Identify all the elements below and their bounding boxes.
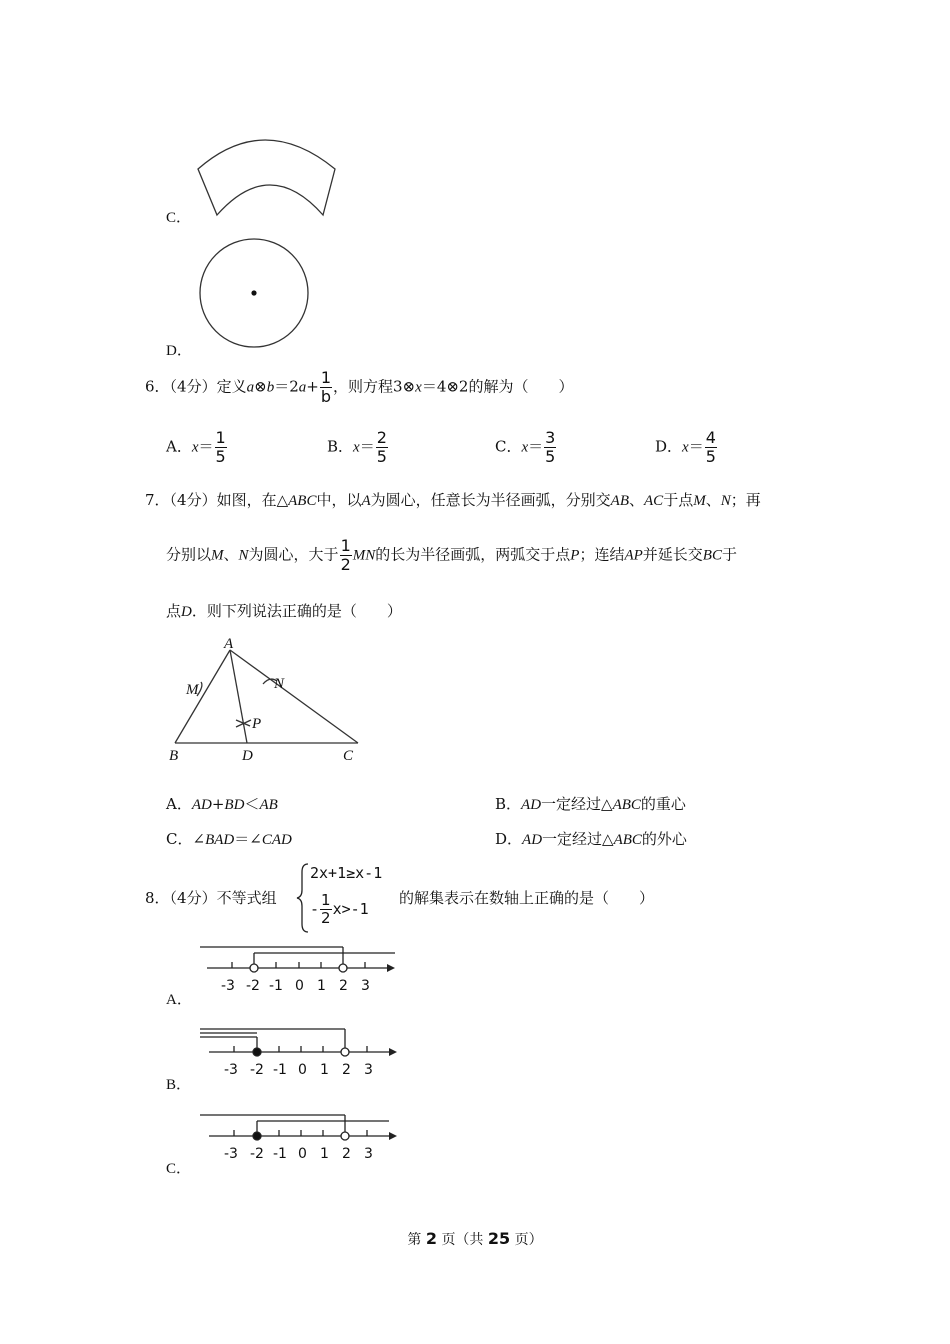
var: P bbox=[570, 547, 580, 564]
q7-option-b[interactable] bbox=[495, 793, 686, 814]
tick-label: -2 bbox=[246, 978, 260, 994]
fraction bbox=[376, 430, 388, 465]
tick-label: 1 bbox=[320, 1146, 329, 1162]
option-label: A． bbox=[166, 437, 192, 456]
var: A bbox=[361, 493, 371, 509]
q6-stem bbox=[145, 370, 573, 405]
fraction-half bbox=[320, 893, 332, 926]
text: ＜ bbox=[244, 795, 260, 813]
var: AC bbox=[644, 493, 664, 509]
tick-label: -3 bbox=[224, 1062, 238, 1078]
var: BC bbox=[702, 547, 722, 564]
fraction bbox=[544, 430, 556, 465]
text: 、 bbox=[705, 491, 721, 509]
q7-option-c[interactable] bbox=[166, 828, 292, 849]
text: 点 bbox=[166, 602, 182, 620]
text: 的长为半径画弧，两弧交于点 bbox=[375, 545, 571, 564]
fraction-1-over-b bbox=[320, 370, 332, 405]
tick-label: 1 bbox=[317, 978, 326, 994]
tick-label: -2 bbox=[250, 1146, 264, 1162]
q8-option-b-label[interactable]: B． bbox=[166, 1077, 192, 1093]
point-label-m: M bbox=[186, 682, 199, 698]
frac-num: 1 bbox=[320, 368, 331, 387]
q6-text: ＝4⊗2的解为（ ） bbox=[421, 377, 574, 396]
tick-label: -3 bbox=[221, 978, 235, 994]
tick-label: -2 bbox=[250, 1062, 264, 1078]
frac-num: 1 bbox=[340, 536, 351, 555]
text: + bbox=[211, 795, 225, 813]
page-total: 25 bbox=[487, 1229, 511, 1248]
point-label-n: N bbox=[274, 676, 285, 692]
text: ∠ bbox=[192, 830, 206, 848]
q6-eq: 3⊗ bbox=[393, 377, 416, 396]
frac-den: 5 bbox=[215, 447, 226, 466]
var: N bbox=[238, 547, 249, 564]
q8-stem-tail: 的解集表示在数轴上正确的是（ ） bbox=[399, 889, 655, 907]
page-footer bbox=[0, 1229, 950, 1249]
equals: ＝ bbox=[528, 437, 544, 456]
var: AD bbox=[191, 797, 212, 813]
var: D bbox=[181, 604, 192, 620]
open-circle-right bbox=[341, 1132, 349, 1140]
var: MN bbox=[352, 547, 376, 564]
q7-stem-line1 bbox=[145, 489, 761, 510]
text: 中，以 bbox=[316, 491, 362, 509]
tick-label: -1 bbox=[269, 978, 283, 994]
equals: ＝ bbox=[688, 437, 704, 456]
page-number: 2 bbox=[425, 1229, 437, 1248]
open-circle-right bbox=[341, 1048, 349, 1056]
fraction bbox=[705, 430, 717, 465]
q7-stem-line3 bbox=[166, 600, 402, 621]
var-a: a bbox=[298, 379, 307, 396]
footer-text: 页） bbox=[514, 1232, 543, 1248]
q5-option-d-figure bbox=[195, 234, 315, 354]
center-dot bbox=[251, 290, 256, 295]
text: 、 bbox=[629, 491, 645, 509]
text: 为圆心，大于 bbox=[248, 545, 339, 564]
q8-option-b-numberline bbox=[195, 1024, 405, 1080]
text: 的外心 bbox=[641, 830, 687, 848]
q8-stem-prefix bbox=[145, 887, 277, 908]
text: 一定经过△ bbox=[542, 830, 614, 848]
text: 一定经过△ bbox=[541, 795, 613, 813]
q6-option-a[interactable] bbox=[166, 430, 228, 465]
text: ；连结 bbox=[579, 545, 625, 564]
var: AP bbox=[624, 547, 643, 564]
text: - bbox=[310, 900, 320, 918]
q5-option-c-figure bbox=[190, 125, 350, 225]
q6-option-d[interactable] bbox=[655, 430, 718, 465]
text: 7．（4分）如图，在△ bbox=[145, 491, 289, 509]
q8-number: 8． bbox=[145, 889, 170, 907]
var: M bbox=[211, 547, 224, 564]
tick-label: 0 bbox=[295, 978, 304, 994]
q6-score: （4分） bbox=[169, 377, 217, 396]
option-label: C． bbox=[166, 830, 193, 848]
text: ；再 bbox=[730, 491, 761, 509]
text: （4分）不等式组 bbox=[169, 889, 277, 907]
q6-number: 6． bbox=[145, 377, 170, 396]
filled-circle-left bbox=[253, 1048, 261, 1056]
text: 为圆心，任意长为半径画弧，分别交 bbox=[370, 491, 611, 509]
q8-system-line1: 2x+1≥x-1 bbox=[310, 864, 383, 882]
tick-label: -1 bbox=[273, 1146, 287, 1162]
otimes-symbol: ⊗ bbox=[254, 377, 267, 396]
tick-label: 0 bbox=[298, 1062, 307, 1078]
point-label-d: D bbox=[242, 748, 253, 764]
frac-num: 3 bbox=[545, 428, 556, 447]
q7-stem-line2 bbox=[166, 538, 737, 573]
footer-text: 第 bbox=[407, 1232, 422, 1248]
frac-num: 1 bbox=[321, 891, 331, 909]
var: ABC bbox=[612, 797, 641, 813]
q8-option-c-label[interactable]: C． bbox=[166, 1161, 192, 1177]
plus: + bbox=[306, 377, 319, 396]
vertex-label-a: A bbox=[224, 636, 234, 652]
tick-label: -3 bbox=[224, 1146, 238, 1162]
option-label: D． bbox=[655, 437, 683, 456]
equals: ＝ bbox=[198, 437, 214, 456]
arrow-icon bbox=[389, 1132, 397, 1140]
var-x: x bbox=[353, 439, 360, 456]
option-label: B． bbox=[327, 437, 354, 456]
text: ．则下列说法正确的是（ ） bbox=[191, 602, 402, 620]
tick-label: 3 bbox=[361, 978, 370, 994]
footer-text: 页（共 bbox=[441, 1232, 484, 1248]
var: BD bbox=[224, 797, 245, 813]
var-x: x bbox=[415, 379, 422, 396]
q6-option-b[interactable] bbox=[327, 430, 389, 465]
tick-label: 2 bbox=[342, 1146, 351, 1162]
tick-label: 3 bbox=[364, 1062, 373, 1078]
text: ＝∠ bbox=[234, 830, 262, 848]
var: ABC bbox=[613, 832, 642, 848]
option-label: B． bbox=[495, 795, 522, 813]
brace-icon bbox=[296, 862, 310, 934]
tick-label: 2 bbox=[342, 1062, 351, 1078]
var: AD bbox=[521, 797, 542, 813]
q8-option-c-numberline bbox=[195, 1108, 405, 1164]
frac-den: 2 bbox=[340, 555, 351, 574]
tick-label: -1 bbox=[273, 1062, 287, 1078]
frac-num: 1 bbox=[215, 428, 226, 447]
equals: ＝2 bbox=[274, 377, 299, 396]
var: N bbox=[720, 493, 731, 509]
option-label: C． bbox=[495, 437, 522, 456]
q7-option-d[interactable] bbox=[495, 828, 687, 849]
frac-num: 4 bbox=[705, 428, 716, 447]
vertex-label-c: C bbox=[343, 748, 354, 764]
fraction bbox=[215, 430, 227, 465]
q6-option-c[interactable] bbox=[495, 430, 557, 465]
text: x>-1 bbox=[332, 900, 369, 918]
equals: ＝ bbox=[359, 437, 375, 456]
q7-option-a[interactable] bbox=[166, 793, 278, 814]
var: BAD bbox=[205, 832, 235, 848]
arrow-icon bbox=[387, 964, 395, 972]
q8-option-a-numberline bbox=[195, 940, 405, 996]
tick-label: 1 bbox=[320, 1062, 329, 1078]
vertex-label-b: B bbox=[169, 748, 179, 764]
var: AB bbox=[610, 493, 629, 509]
var-a: a bbox=[246, 379, 255, 396]
fraction-half bbox=[340, 538, 352, 573]
q8-system-line2 bbox=[310, 893, 369, 926]
frac-den: 5 bbox=[705, 447, 716, 466]
var-b: b bbox=[266, 379, 275, 396]
var: ABC bbox=[288, 493, 317, 509]
q5-option-d-label[interactable]: D． bbox=[166, 343, 192, 359]
option-label: A． bbox=[166, 795, 192, 813]
frac-den: 5 bbox=[376, 447, 387, 466]
arrow-icon bbox=[389, 1048, 397, 1056]
tick-label: 0 bbox=[298, 1146, 307, 1162]
option-label: D． bbox=[495, 830, 523, 848]
frac-den: 5 bbox=[545, 447, 556, 466]
filled-circle-left bbox=[253, 1132, 261, 1140]
tick-label: 2 bbox=[339, 978, 348, 994]
q6-text: 定义 bbox=[216, 377, 247, 396]
text: 的重心 bbox=[640, 795, 686, 813]
text: 于点 bbox=[663, 491, 694, 509]
tick-label: 3 bbox=[364, 1146, 373, 1162]
text: 、 bbox=[223, 545, 239, 564]
q5-option-c-label[interactable]: C． bbox=[166, 210, 192, 226]
var: AB bbox=[259, 797, 278, 813]
point-label-p: P bbox=[252, 716, 262, 732]
text: 并延长交 bbox=[642, 545, 703, 564]
text: 于 bbox=[721, 545, 737, 564]
var-x: x bbox=[191, 439, 199, 456]
open-circle-right bbox=[339, 964, 347, 972]
var: CAD bbox=[261, 832, 292, 848]
q8-option-a-label[interactable]: A． bbox=[166, 992, 192, 1008]
frac-den: b bbox=[320, 387, 331, 406]
q7-triangle-figure bbox=[160, 630, 370, 770]
q6-text: ，则方程 bbox=[333, 377, 394, 396]
var-x: x bbox=[521, 439, 529, 456]
frac-num: 2 bbox=[376, 428, 387, 447]
var: AD bbox=[522, 832, 543, 848]
frac-den: 2 bbox=[321, 909, 331, 927]
text: 分别以 bbox=[166, 545, 212, 564]
var-x: x bbox=[682, 439, 689, 456]
open-circle-left bbox=[250, 964, 258, 972]
var: M bbox=[693, 493, 706, 509]
